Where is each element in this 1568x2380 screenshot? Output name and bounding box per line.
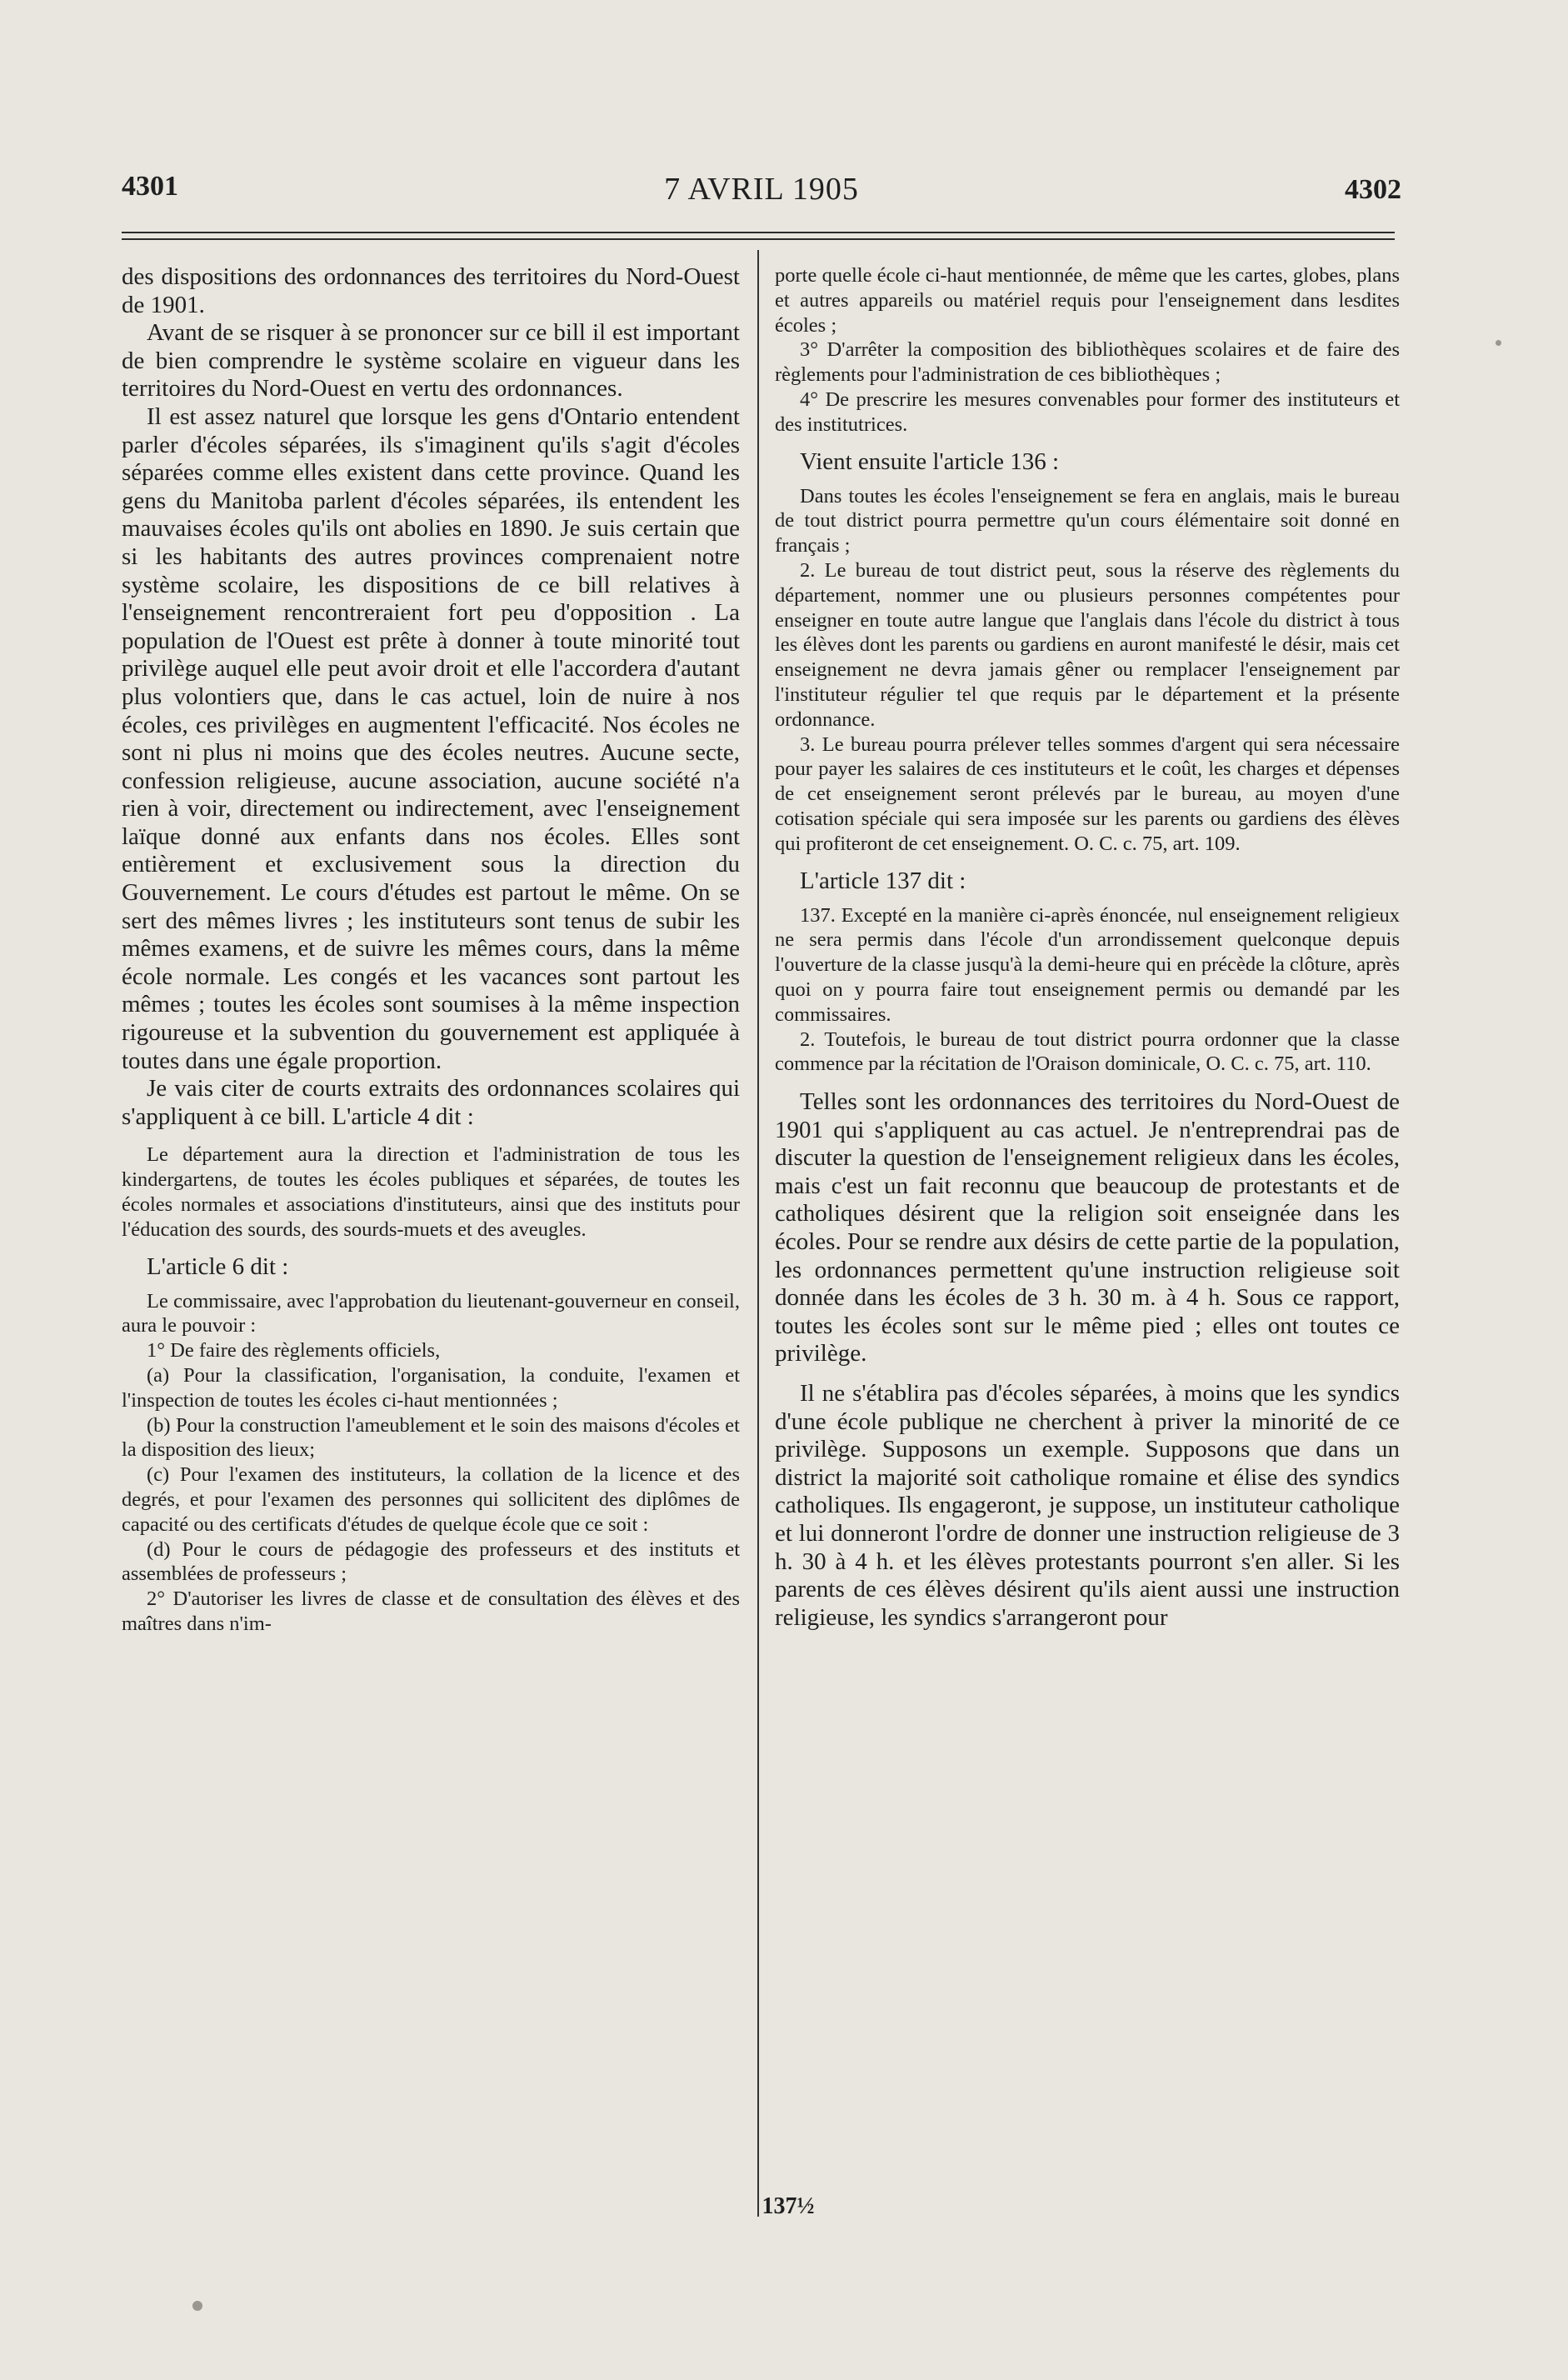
quoted-article: 3. Le bureau pourra prélever telles sommes d'argent qui sera nécessaire pour payer les salaires de ces instituteurs et le coût, les charges et dépenses de cet enseignement seront prélevés par le bureau, au moyen d'une cotisation spéciale qui sera imposée sur les parents ou gardiens des élèves qui profiteront de cet enseignement. O. C. c. 75, art. 109. — [775, 732, 1400, 855]
scan-speck — [1496, 340, 1501, 346]
header-rule — [122, 232, 1395, 240]
scan-speck — [192, 2301, 202, 2311]
paragraph: Il ne s'établira pas d'écoles séparées, à moins que les syndics d'une école publique ne cherchent à priver la minorité de ce privilège. Supposons un exemple. Supposons que dans un district la majorité soit catholique romaine et élise des syndics catholiques. Ils engageront, je suppose, un instituteur catholique et lui donneront l'ordre de donner une instruction religieuse de 3 h. 30 à 4 h. et les élèves protestants pourront s'en aller. Si les parents de ces élèves désirent qu'ils aient aussi une instruction religieuse, les syndics s'arrangeront pour — [775, 1380, 1400, 1631]
left-column — [122, 263, 740, 1637]
quoted-article: 137. Excepté en la manière ci-après énoncée, nul enseignement religieux ne sera permis dans l'école d'un arrondissement quelconque depuis l'ouverture de la classe jusqu'à la demi-heure qui en précède la clôture, après quoi on y pourra faire tout enseignement permis ou demandé par les commissaires. — [775, 903, 1400, 1026]
paragraph: Je vais citer de courts extraits des ordonnances scolaires qui s'appliquent à ce bill. L'article 4 dit : — [122, 1075, 740, 1130]
page-number-right: 4302 — [1345, 174, 1401, 205]
article-heading: L'article 137 dit : — [800, 867, 966, 894]
quoted-article: 4° De prescrire les mesures convenables pour former des instituteurs et des institutrices. — [775, 388, 1400, 436]
quoted-article: (a) Pour la classification, l'organisation, la conduite, l'examen et l'inspection de toutes les écoles ci-haut mentionnées ; — [122, 1363, 740, 1412]
paragraph: des dispositions des ordonnances des territoires du Nord-Ouest de 1901. — [122, 263, 740, 318]
page-footer: 137½ — [762, 2193, 815, 2219]
quoted-article: 2. Le bureau de tout district peut, sous la réserve des règlements du département, nommer une ou plusieurs personnes compétentes pour enseigner en toute autre langue que l'anglais dans l'école du district à tous les élèves dont les parents ou gardiens en auront manifesté le désir, mais cet enseignement ne devra jamais gêner ou remplacer l'enseignement par l'instituteur régulier tel que requis par le département et la présente ordonnance. — [775, 558, 1400, 731]
quoted-article: Le département aura la direction et l'administration de tous les kindergartens, de toutes les écoles publiques et séparées, de toutes les écoles normales et associations d'instituteurs, ainsi que des instituts pour l'éducation des sourds, des sourds-muets et des aveugles. — [122, 1143, 740, 1241]
quoted-article: Le commissaire, avec l'approbation du lieutenant-gouverneur en conseil, aura le pouvoir : — [122, 1289, 740, 1338]
paragraph: Telles sont les ordonnances des territoires du Nord-Ouest de 1901 qui s'appliquent au cas actuel. Je n'entreprendrai pas de discuter la question de l'enseignement religieux dans les écoles, mais c'est un fait reconnu que beaucoup de protestants et de catholiques désirent que la religion soit enseignée dans les écoles. Pour se rendre aux désirs de cette partie de la population, les ordonnances permettent qu'une instruction religieuse soit donnée dans les écoles de 3 h. 30 m. à 4 h. Sous ce rapport, toutes les écoles sont sur le même pied ; elles ont toutes ce privilège. — [775, 1088, 1400, 1368]
quoted-article: (d) Pour le cours de pédagogie des professeurs et des instituts et assemblées de professeurs ; — [122, 1538, 740, 1586]
page-number-left: 4301 — [122, 171, 178, 202]
article-heading: L'article 6 dit : — [147, 1252, 289, 1280]
page-header — [122, 171, 1401, 221]
quoted-article: porte quelle école ci-haut mentionnée, de même que les cartes, globes, plans et autres appareils ou matériel requis pour l'enseignement dans lesdites écoles ; — [775, 264, 1400, 337]
quoted-article: 3° D'arrêter la composition des bibliothèques scolaires et de faire des règlements pour l'administration de ces bibliothèques ; — [775, 338, 1400, 387]
right-column — [775, 263, 1400, 1632]
article-heading: Vient ensuite l'article 136 : — [800, 448, 1060, 475]
quoted-article: 1° De faire des règlements officiels, — [147, 1339, 441, 1362]
quoted-article: Dans toutes les écoles l'enseignement se fera en anglais, mais le bureau de tout district pourra permettre qu'un cours élémentaire soit donné en français ; — [775, 484, 1400, 558]
column-divider — [757, 250, 759, 2217]
paragraph: Avant de se risquer à se prononcer sur ce bill il est important de bien comprendre le système scolaire en vigueur dans les territoires du Nord-Ouest en vertu des ordonnances. — [122, 319, 740, 402]
quoted-article: 2. Toutefois, le bureau de tout district pourra ordonner que la classe commence par la récitation de l'Oraison dominicale, O. C. c. 75, art. 110. — [775, 1028, 1400, 1076]
quoted-article: 2° D'autoriser les livres de classe et de consultation des élèves et des maîtres dans n'im- — [122, 1588, 740, 1635]
paragraph: Il est assez naturel que lorsque les gens d'Ontario entendent parler d'écoles séparées, ils s'imaginent qu'ils s'agit d'écoles séparées comme elles existent dans cette province. Quand les gens du Manitoba parlent d'écoles séparées, ils entendent les mauvaises écoles qu'ils ont abolies en 1890. Je suis certain que si les habitants des autres provinces comprenaient notre système scolaire, les dispositions de ce bill relatives à l'enseignement rencontreraient fort peu d'opposition . La population de l'Ouest est prête à donner à toute minorité tout privilège auquel elle peut avoir droit et elle l'accordera d'autant plus volontiers que, dans le cas actuel, loin de nuire à nos écoles, ces privilèges en augmentent l'efficacité. Nos écoles ne sont ni plus ni moins que des écoles neutres. Aucune secte, confession religieuse, aucune association, aucune société n'a rien à voir, directement ou indirectement, avec l'enseignement laïque donné aux enfants dans nos écoles. Elles sont entièrement et exclusivement sous la direction du Gouvernement. Le cours d'études est partout le même. On se sert des mêmes livres ; les instituteurs sont tenus de subir les mêmes examens, et de suivre les mêmes cours, dans la même école normale. Les congés et les vacances sont partout les mêmes ; toutes les écoles sont soumises à la même inspection rigoureuse et la subvention du gouvernement est appliquée à toutes dans une égale proportion. — [122, 402, 740, 1074]
quoted-article: (c) Pour l'examen des instituteurs, la collation de la licence et des degrés, et pour l'examen des personnes qui sollicitent des diplômes de capacité ou des certificats d'études de quelque école que ce soit : — [122, 1463, 740, 1536]
quoted-article: (b) Pour la construction l'ameublement et le soin des maisons d'écoles et la disposition des lieux; — [122, 1413, 740, 1462]
page-date: 7 AVRIL 1905 — [664, 172, 859, 207]
